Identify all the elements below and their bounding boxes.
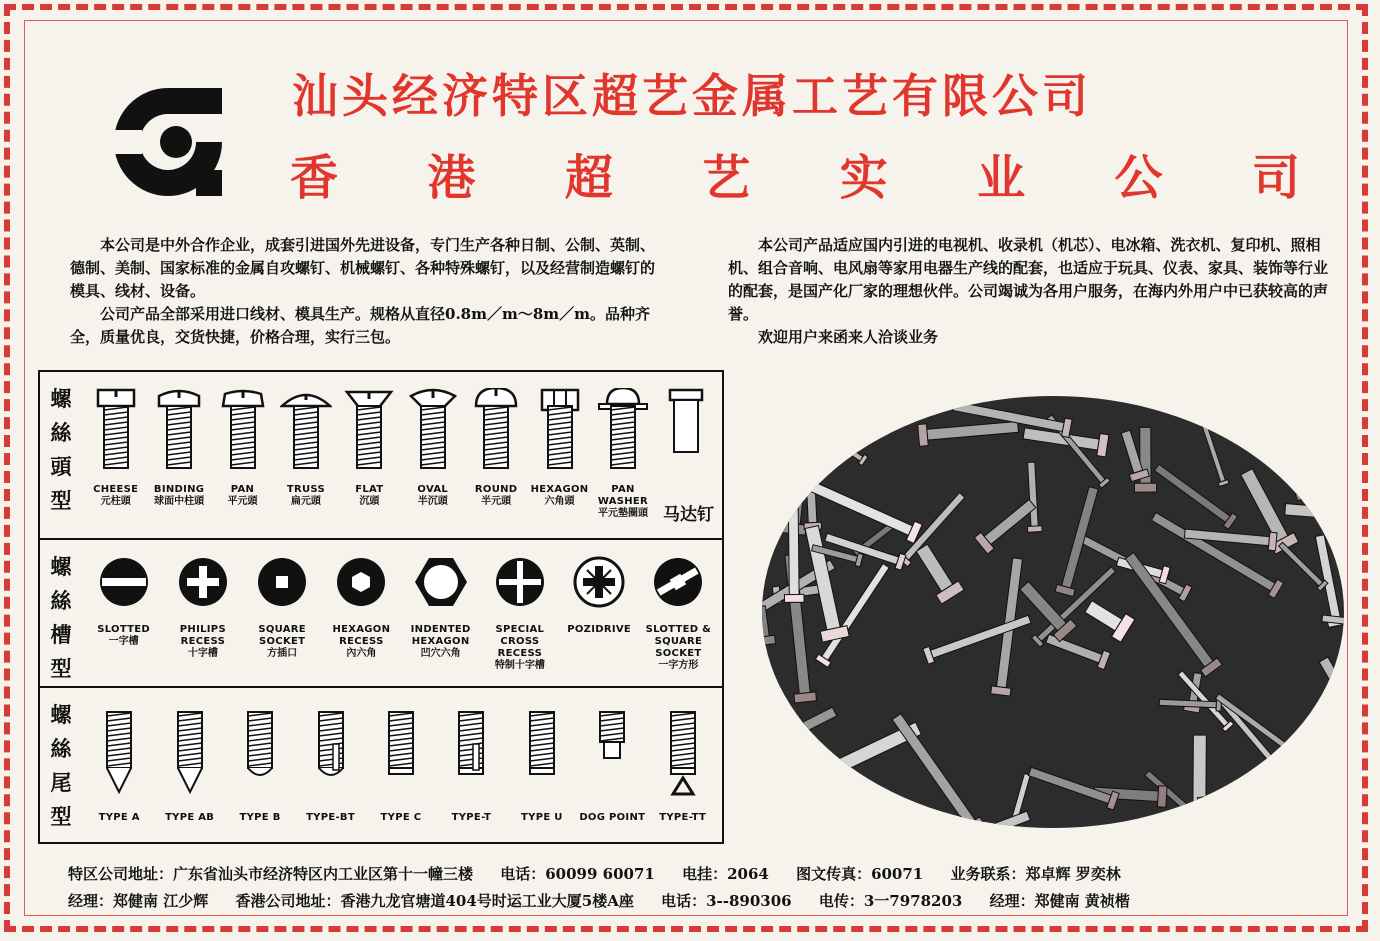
- type-name-en: HEXAGON RECESS: [332, 624, 391, 647]
- recess-type-hexrecess: [322, 540, 401, 686]
- type-name-en: HEXAGON: [530, 484, 589, 495]
- title-char: 业: [977, 150, 1026, 206]
- type-name-en: TYPE-BT: [306, 812, 355, 823]
- points-type-AB: [154, 688, 224, 842]
- title-char: 艺: [702, 150, 751, 206]
- intro-right-p1: 本公司产品适应国内引进的电视机、收录机（机芯）、电冰箱、洗衣机、复印机、照相机、组合音响、电风扇等家用电器生产线的配套，也适应于玩具、仪表、家具、装饰等行业的配套，是国产化厂家的理想伙伴。公司竭诚为各用户服务，在海内外用户中已获较高的声誉。: [728, 236, 1329, 323]
- type-caption: [436, 812, 506, 824]
- type-name-en: TYPE C: [380, 812, 422, 823]
- type-name-zh: 球面中柱頭: [154, 496, 205, 507]
- heads-type-cheese: [84, 372, 147, 538]
- BT-screw-icon: [305, 710, 357, 798]
- footer-hk-managers: 经理：郑健南 黄祯楷: [989, 892, 1130, 910]
- A-screw-icon: [93, 710, 145, 798]
- company-logo: [112, 86, 224, 198]
- footer-cable: 电挂：2064: [682, 865, 769, 883]
- T-screw-icon: [445, 710, 497, 798]
- type-caption: [401, 624, 480, 660]
- pan-screw-icon: [217, 388, 269, 470]
- footer-sz-phone: 电话：60099 60071: [500, 865, 655, 883]
- heads-type-truss: [274, 372, 337, 538]
- mada-label: 马达钉: [663, 505, 714, 525]
- recess-type-indented: [401, 540, 480, 686]
- recess-type-slotted: [84, 540, 163, 686]
- type-caption: [648, 812, 718, 824]
- type-name-en: TYPE U: [521, 812, 563, 823]
- point-types-row: [40, 688, 722, 842]
- type-caption: [577, 812, 647, 824]
- heads-type-panwasher: [591, 372, 654, 538]
- type-caption: [591, 484, 654, 520]
- type-name-zh: 一字方形: [658, 660, 699, 671]
- intro-left: [70, 234, 660, 349]
- mada-screw-icon: [660, 388, 712, 470]
- footer-hk-address: 香港公司地址：香港九龙官塘道404号时运工业大厦5楼A座: [235, 892, 634, 910]
- type-name-zh: 十字槽: [187, 648, 218, 659]
- title-char: 超: [564, 150, 613, 206]
- specialcross-screw-icon: [494, 556, 546, 608]
- points-type-A: [84, 688, 154, 842]
- type-name-zh: 半沉頭: [417, 496, 448, 507]
- heads-type-flat: [338, 372, 401, 538]
- type-name-en: PHILIPS RECESS: [179, 624, 226, 647]
- recess-types-row: [40, 540, 722, 688]
- heads-type-pan: [211, 372, 274, 538]
- philips-screw-icon: [177, 556, 229, 608]
- screws-photo: [760, 394, 1346, 830]
- type-name-zh: 一字槽: [108, 636, 139, 647]
- footer-line-2: [68, 890, 1152, 911]
- type-name-en: TYPE B: [239, 812, 281, 823]
- type-name-en: SLOTTED: [97, 624, 151, 635]
- panwasher-screw-icon: [597, 388, 649, 470]
- round-screw-icon: [470, 388, 522, 470]
- points-type-B: [225, 688, 295, 842]
- oval-screw-icon: [407, 388, 459, 470]
- type-name-zh: 方插口: [267, 648, 298, 659]
- title-char: 实: [839, 150, 888, 206]
- type-caption: [84, 484, 147, 508]
- U-screw-icon: [516, 710, 568, 798]
- type-name-zh: 元柱頭: [100, 496, 131, 507]
- cheese-screw-icon: [90, 388, 142, 470]
- type-caption: [560, 624, 639, 636]
- type-name-en: BINDING: [153, 484, 205, 495]
- indented-screw-icon: [415, 556, 467, 608]
- type-name-en: OVAL: [417, 484, 449, 495]
- point-types-label: 螺絲尾型: [50, 702, 72, 829]
- type-caption: [274, 484, 337, 508]
- type-name-zh: 特制十字槽: [494, 660, 545, 671]
- DOG-screw-icon: [586, 710, 638, 798]
- recess-type-pozidrive: [560, 540, 639, 686]
- type-caption: [338, 484, 401, 508]
- type-caption: [639, 624, 718, 672]
- TT-screw-icon: [657, 710, 709, 798]
- type-caption: [154, 812, 224, 824]
- points-type-C: [366, 688, 436, 842]
- square-screw-icon: [256, 556, 308, 608]
- type-name-zh: 凹穴六角: [420, 648, 461, 659]
- heads-type-oval: [401, 372, 464, 538]
- type-name-en: PAN WASHER: [597, 484, 649, 507]
- C-screw-icon: [375, 710, 427, 798]
- type-name-zh: 沉頭: [359, 496, 380, 507]
- intro-right: [728, 234, 1328, 349]
- type-name-en: ROUND: [474, 484, 518, 495]
- head-types-row: [40, 372, 722, 540]
- type-caption: [366, 812, 436, 824]
- pozidrive-screw-icon: [573, 556, 625, 608]
- type-name-en: TYPE-T: [451, 812, 492, 823]
- type-name-zh: 扁元頭: [290, 496, 321, 507]
- screw-types-table: [38, 370, 724, 844]
- type-name-zh: 六角頭: [544, 496, 575, 507]
- type-caption: [225, 812, 295, 824]
- type-caption: [507, 812, 577, 824]
- footer-telex: 电传：3一7978203: [818, 892, 963, 910]
- type-name-en: SLOTTED & SQUARE SOCKET: [645, 624, 712, 659]
- hexagon-screw-icon: [534, 388, 586, 470]
- truss-screw-icon: [280, 388, 332, 470]
- recess-types-label: 螺絲槽型: [50, 554, 72, 681]
- type-name-en: INDENTED HEXAGON: [410, 624, 471, 647]
- type-caption: [147, 484, 210, 508]
- type-caption: [163, 624, 242, 660]
- footer-fax: 图文传真：60071: [796, 865, 924, 883]
- slotted-screw-icon: [98, 556, 150, 608]
- title-char: 港: [427, 150, 476, 206]
- footer-hk-phone: 电话：3--890306: [661, 892, 792, 910]
- binding-screw-icon: [153, 388, 205, 470]
- type-name-en: POZIDRIVE: [567, 624, 632, 635]
- type-name-en: TYPE AB: [165, 812, 215, 823]
- heads-type-round: [464, 372, 527, 538]
- footer-line-1: [68, 863, 1143, 884]
- slotsquare-screw-icon: [652, 556, 704, 608]
- type-caption: [211, 484, 274, 508]
- intro-right-p2: 欢迎用户来函来人洽谈业务: [758, 328, 939, 346]
- type-caption: [401, 484, 464, 508]
- flat-screw-icon: [343, 388, 395, 470]
- recess-type-slotsquare: [639, 540, 718, 686]
- footer-sz-address: 特区公司地址：广东省汕头市经济特区内工业区第十一幢三楼: [68, 865, 474, 883]
- AB-screw-icon: [164, 710, 216, 798]
- intro-left-p1: 本公司是中外合作企业，成套引进国外先进设备，专门生产各种日制、公制、英制、德制、美制、国家标准的金属自攻螺钉、机械螺钉、各种特殊螺钉，以及经营制造螺钉的模具、线材、设备。: [70, 236, 656, 300]
- type-name-en: SPECIAL CROSS RECESS: [495, 624, 545, 659]
- type-caption: [322, 624, 401, 660]
- points-type-T: [436, 688, 506, 842]
- type-caption: [84, 812, 154, 824]
- company-name-hongkong: [290, 139, 1300, 208]
- title-char: 公: [1114, 150, 1163, 206]
- type-name-en: FLAT: [355, 484, 384, 495]
- type-name-en: TYPE-TT: [659, 812, 707, 823]
- heads-type-binding: [147, 372, 210, 538]
- type-name-en: TRUSS: [286, 484, 325, 495]
- type-name-zh: 內六角: [346, 648, 377, 659]
- recess-type-philips: [163, 540, 242, 686]
- footer-contacts: 业务联系：郑卓辉 罗奕林: [950, 865, 1121, 883]
- type-name-zh: 半元頭: [481, 496, 512, 507]
- B-screw-icon: [234, 710, 286, 798]
- footer-managers: 经理：郑健南 江少辉: [68, 892, 209, 910]
- recess-type-specialcross: [480, 540, 559, 686]
- points-type-U: [507, 688, 577, 842]
- heads-type-hexagon: [528, 372, 591, 538]
- type-caption: [295, 812, 365, 824]
- type-caption: [243, 624, 322, 660]
- type-caption: [480, 624, 559, 672]
- title-char: 司: [1251, 150, 1300, 206]
- type-caption: [84, 624, 163, 648]
- type-name-en: CHEESE: [93, 484, 139, 495]
- type-name-en: DOG POINT: [579, 812, 646, 823]
- points-type-DOG: [577, 688, 647, 842]
- hexrecess-screw-icon: [335, 556, 387, 608]
- points-type-BT: [295, 688, 365, 842]
- company-name-shantou: 汕头经济特区超艺金属工艺有限公司: [292, 69, 1092, 123]
- title-char: 香: [290, 150, 339, 206]
- points-type-TT: [648, 688, 718, 842]
- type-name-en: TYPE A: [98, 812, 140, 823]
- type-name-zh: 平元頭: [227, 496, 258, 507]
- recess-type-square: [243, 540, 322, 686]
- type-caption: [528, 484, 591, 508]
- type-name-zh: 平元墊圈頭: [597, 508, 648, 519]
- intro-left-p2: 公司产品全部采用进口线材、模具生产。规格从直径0.8m／m～8m／m。品种齐全，质量优良，交货快捷，价格合理，实行三包。: [70, 305, 651, 346]
- head-types-label: 螺絲頭型: [50, 386, 72, 513]
- type-caption: [464, 484, 527, 508]
- type-name-en: SQUARE SOCKET: [258, 624, 306, 647]
- type-name-en: PAN: [230, 484, 255, 495]
